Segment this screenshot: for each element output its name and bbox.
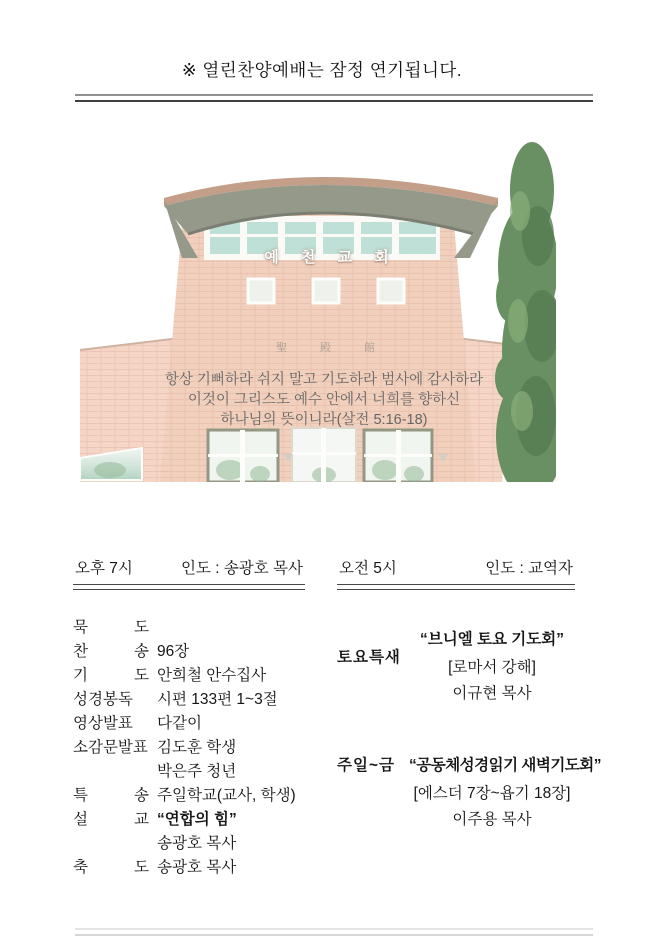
notice-text: ※ 열린찬양예배는 잠정 연기됩니다. [181, 60, 463, 80]
order-item-label [73, 832, 149, 856]
dawn-header-underline [337, 584, 575, 590]
evening-service-column [73, 556, 305, 880]
scripture-line: 하나님의 뜻이니라(살전 5:16-18) [220, 412, 428, 428]
scripture-line: 이것이 그리스도 예수 안에서 너희를 향하신 [187, 392, 461, 408]
order-item-label: 설 교 [73, 811, 149, 828]
bottom-divider [75, 928, 593, 936]
dawn-service-column [337, 556, 601, 830]
dawn-service-leader: 인도 : 교역자 [485, 560, 573, 577]
dawn-block-person: 이주용 목사 [452, 811, 532, 828]
order-item-value [157, 616, 305, 640]
order-item-value: 다같이 [157, 715, 202, 732]
dawn-block [337, 630, 575, 704]
order-row [73, 688, 305, 712]
order-item-value: 시편 133편 1~3절 [157, 691, 278, 708]
dawn-service-time: 오전 5시 [339, 560, 397, 577]
order-row [73, 736, 305, 760]
dawn-service-header [337, 556, 575, 584]
building-sign-text: 예 천 교 회 [264, 249, 398, 266]
dawn-block-label: 토요특새 [337, 649, 401, 666]
evening-header-underline [73, 584, 305, 590]
dawn-blocks [337, 630, 601, 830]
evening-order-list [73, 616, 305, 880]
scripture-line: 항상 기뻐하라 쉬지 말고 기도하라 범사에 감사하라 [164, 372, 484, 388]
order-item-value: 김도훈 학생 [157, 739, 237, 756]
order-item-label: 영상발표 [73, 715, 133, 732]
order-item-value: 박은주 청년 [157, 763, 237, 780]
dawn-block-label: 주일~금 [337, 757, 395, 774]
dawn-block-person: 이규현 목사 [452, 685, 532, 702]
order-item-label: 특 송 [73, 787, 149, 804]
order-row [73, 856, 305, 880]
building-plaque-text: 聖 殿 館 [275, 342, 391, 354]
order-item-label: 기 도 [73, 667, 149, 684]
order-item-label [73, 760, 149, 784]
order-row [73, 640, 305, 664]
dawn-block-title: “브니엘 토요 기도회” [420, 631, 564, 648]
scripture-overlay [80, 370, 556, 430]
order-item-label: 묵 도 [73, 619, 149, 636]
dawn-block [337, 756, 601, 830]
order-row [73, 784, 305, 808]
order-item-label: 찬 송 [73, 643, 149, 660]
order-item-label: 축 도 [73, 859, 149, 876]
order-item-value: “연합의 힘” [157, 811, 237, 828]
top-divider [75, 94, 593, 102]
order-item-value: 96장 [157, 643, 190, 660]
order-row [73, 664, 305, 688]
order-item-value: 주일학교(교사, 학생) [157, 787, 296, 804]
evening-service-leader: 인도 : 송광호 목사 [180, 560, 303, 577]
order-item-value: 송광호 목사 [157, 835, 237, 852]
order-row [73, 808, 305, 832]
order-row [73, 712, 305, 736]
dawn-block-title: “공동체성경읽기 새벽기도회” [409, 757, 601, 774]
order-item-value: 송광호 목사 [157, 859, 237, 876]
evening-service-time: 오후 7시 [75, 560, 133, 577]
order-item-value: 안희철 안수집사 [157, 667, 267, 684]
order-row [73, 616, 305, 640]
order-item-label: 성경봉독 [73, 691, 133, 708]
evening-service-header [73, 556, 305, 584]
church-photo [80, 118, 556, 482]
order-row [73, 760, 305, 784]
dawn-block-subtitle: [에스더 7장~욥기 18장] [413, 785, 571, 802]
order-row [73, 832, 305, 856]
dawn-block-subtitle: [로마서 강해] [448, 659, 536, 676]
order-item-label: 소감문발표 [73, 739, 148, 756]
